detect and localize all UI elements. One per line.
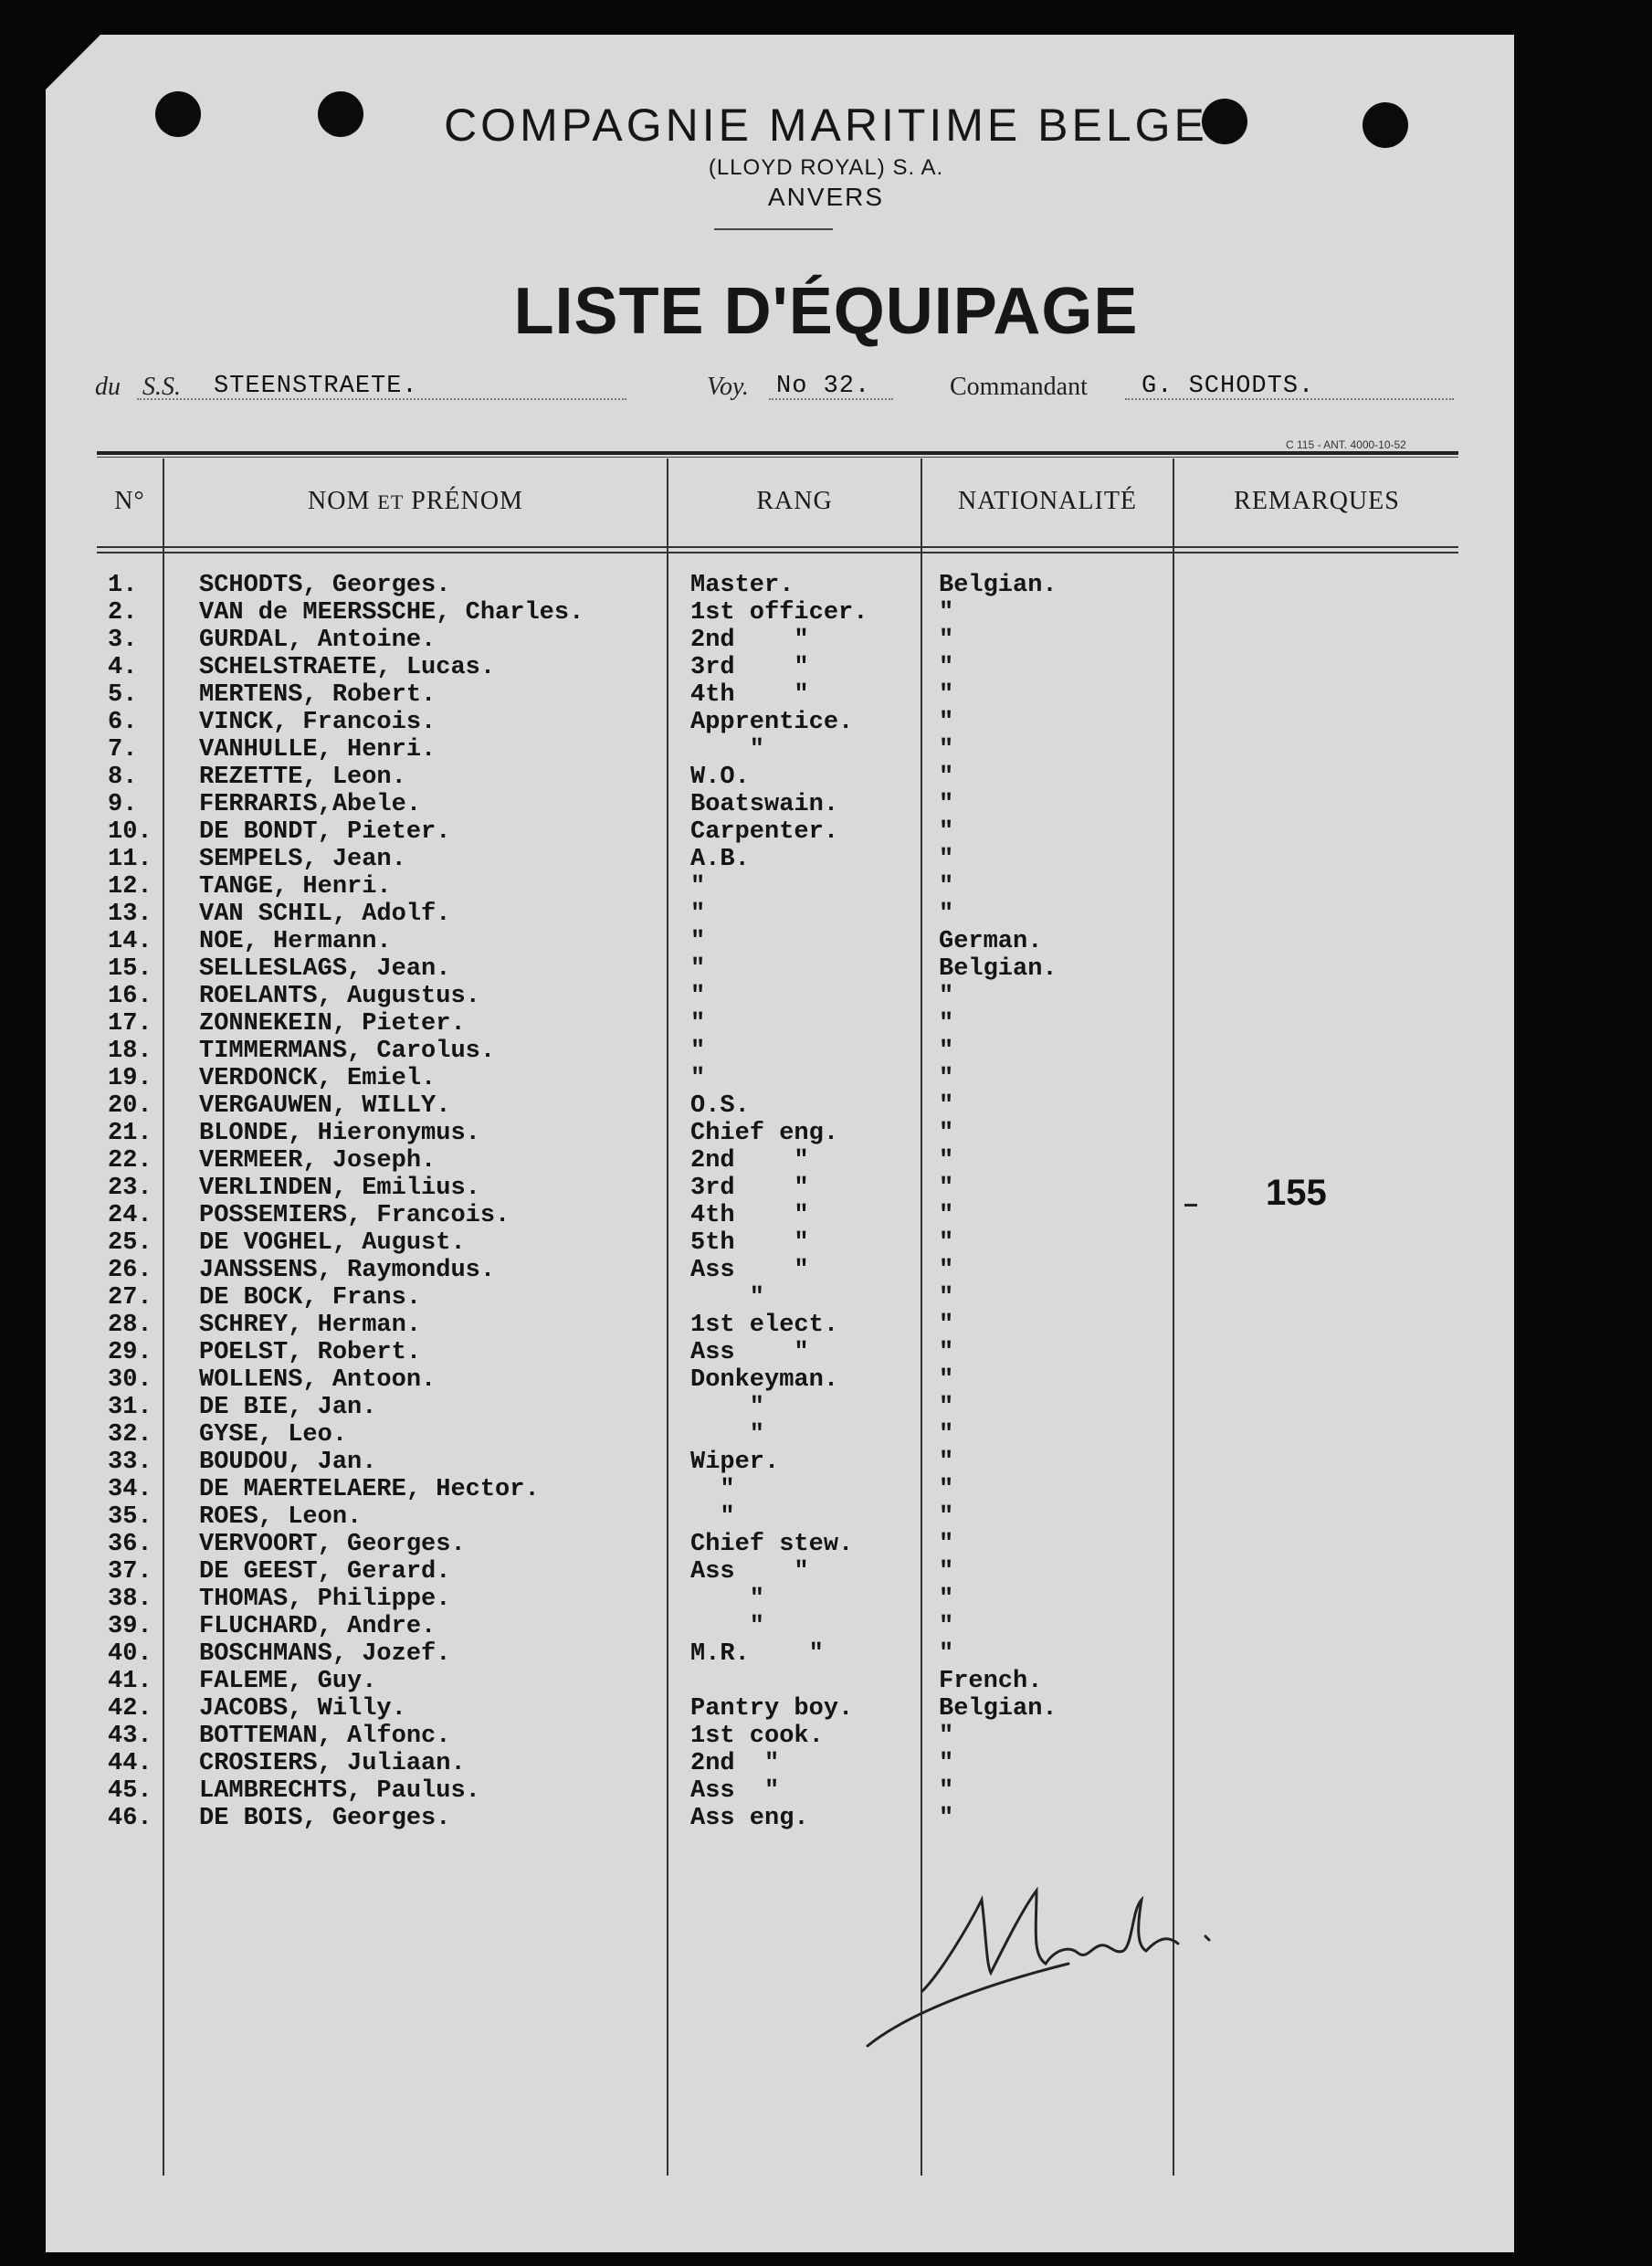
crew-nationality: " xyxy=(939,1586,954,1613)
crew-rank: 4th " xyxy=(690,681,809,709)
crew-name: BOUDOU, Jan. xyxy=(199,1449,377,1476)
crew-name: VERDONCK, Emiel. xyxy=(199,1065,437,1092)
crew-name: VANHULLE, Henri. xyxy=(199,736,437,764)
crew-nationality: " xyxy=(939,681,954,709)
table-row xyxy=(0,873,1652,901)
company-city: ANVERS xyxy=(767,183,885,211)
crew-rank: " xyxy=(690,928,706,955)
crew-name: DE BIE, Jan. xyxy=(199,1394,377,1421)
crew-nationality: " xyxy=(939,1175,954,1202)
crew-nationality: " xyxy=(939,1723,954,1750)
table-row xyxy=(0,1038,1652,1065)
crew-nationality: " xyxy=(939,1613,954,1640)
table-header-rule xyxy=(97,546,1458,548)
crew-nationality: " xyxy=(939,1449,954,1476)
table-row xyxy=(0,1229,1652,1257)
table-row xyxy=(0,1613,1652,1640)
table-row xyxy=(0,1558,1652,1586)
signature-icon xyxy=(858,1872,1242,2055)
crew-nationality: " xyxy=(939,1120,954,1147)
crew-number: 7. xyxy=(108,736,138,764)
table-row xyxy=(0,1531,1652,1558)
crew-name: FERRARIS,Abele. xyxy=(199,791,422,818)
crew-number: 39. xyxy=(108,1613,153,1640)
commandant-name: G. SCHODTS. xyxy=(1142,373,1315,400)
crew-name: FALEME, Guy. xyxy=(199,1668,377,1695)
crew-rank: " xyxy=(690,1421,765,1449)
crew-rank: " xyxy=(690,983,706,1010)
document-title: LISTE D'ÉQUIPAGE xyxy=(513,275,1139,348)
table-row xyxy=(0,818,1652,846)
folded-corner xyxy=(46,35,100,90)
table-row xyxy=(0,1750,1652,1777)
crew-nationality: " xyxy=(939,1092,954,1120)
crew-nationality: " xyxy=(939,1777,954,1805)
crew-name: WOLLENS, Antoon. xyxy=(199,1366,437,1394)
crew-rank: Carpenter. xyxy=(690,818,839,846)
crew-rank: Donkeyman. xyxy=(690,1366,839,1394)
table-row xyxy=(0,1805,1652,1832)
table-row xyxy=(0,1723,1652,1750)
column-header-name xyxy=(164,487,667,516)
company-name: COMPAGNIE MARITIME BELGE xyxy=(444,100,1208,151)
crew-name: DE BOCK, Frans. xyxy=(199,1284,422,1312)
voy-label: Voy. xyxy=(707,373,749,401)
crew-nationality: " xyxy=(939,1147,954,1175)
table-row xyxy=(0,1065,1652,1092)
table-row xyxy=(0,1284,1652,1312)
crew-rank: " xyxy=(690,1394,765,1421)
table-row xyxy=(0,1503,1652,1531)
crew-number: 42. xyxy=(108,1695,153,1723)
crew-name: VERLINDEN, Emilius. xyxy=(199,1175,480,1202)
crew-name: VINCK, Francois. xyxy=(199,709,437,736)
crew-number: 3. xyxy=(108,627,138,654)
crew-nationality: " xyxy=(939,764,954,791)
company-subtitle: (LLOYD ROYAL) S. A. xyxy=(708,155,944,180)
table-top-rule xyxy=(97,451,1458,455)
column-header-rank: RANG xyxy=(756,487,833,515)
crew-nationality: " xyxy=(939,599,954,627)
crew-name: VERVOORT, Georges. xyxy=(199,1531,466,1558)
table-header-rule-2 xyxy=(97,552,1458,553)
crew-number: 13. xyxy=(108,901,153,928)
crew-number: 44. xyxy=(108,1750,153,1777)
crew-rank: 2nd " xyxy=(690,627,809,654)
column-header-et: ET xyxy=(377,490,405,513)
crew-number: 26. xyxy=(108,1257,153,1284)
table-row xyxy=(0,1120,1652,1147)
crew-nationality: " xyxy=(939,791,954,818)
table-row xyxy=(0,764,1652,791)
crew-nationality: " xyxy=(939,654,954,681)
crew-number: 14. xyxy=(108,928,153,955)
table-row xyxy=(0,1777,1652,1805)
crew-rank: A.B. xyxy=(690,846,750,873)
crew-rank: " xyxy=(690,1476,735,1503)
crew-number: 37. xyxy=(108,1558,153,1586)
crew-name: TIMMERMANS, Carolus. xyxy=(199,1038,496,1065)
crew-nationality: " xyxy=(939,818,954,846)
crew-nationality: " xyxy=(939,1750,954,1777)
table-row xyxy=(0,709,1652,736)
crew-rank: Wiper. xyxy=(690,1449,780,1476)
crew-nationality: " xyxy=(939,1476,954,1503)
table-row xyxy=(0,627,1652,654)
table-row xyxy=(0,1202,1652,1229)
crew-rank: Apprentice. xyxy=(690,709,854,736)
table-row xyxy=(0,572,1652,599)
crew-name: VAN de MEERSSCHE, Charles. xyxy=(199,599,584,627)
crew-number: 18. xyxy=(108,1038,153,1065)
crew-name: GYSE, Leo. xyxy=(199,1421,348,1449)
crew-rank: " xyxy=(690,873,706,901)
ss-label: S.S. xyxy=(142,373,181,401)
crew-nationality: " xyxy=(939,1805,954,1832)
table-row xyxy=(0,1394,1652,1421)
header-divider xyxy=(714,228,833,230)
crew-nationality: " xyxy=(939,1394,954,1421)
crew-name: SEMPELS, Jean. xyxy=(199,846,406,873)
crew-name: DE GEEST, Gerard. xyxy=(199,1558,451,1586)
crew-rank: 5th " xyxy=(690,1229,809,1257)
crew-nationality: German. xyxy=(939,928,1043,955)
crew-name: DE VOGHEL, August. xyxy=(199,1229,466,1257)
table-row xyxy=(0,1668,1652,1695)
crew-rank: Ass " xyxy=(690,1257,809,1284)
crew-name: GURDAL, Antoine. xyxy=(199,627,437,654)
crew-nationality: " xyxy=(939,1257,954,1284)
column-header-no: N° xyxy=(114,487,145,515)
crew-nationality: " xyxy=(939,709,954,736)
remark-dash xyxy=(1184,1204,1197,1207)
crew-rank: 2nd " xyxy=(690,1147,809,1175)
table-row xyxy=(0,901,1652,928)
crew-name: CROSIERS, Juliaan. xyxy=(199,1750,466,1777)
column-header-remarks: REMARQUES xyxy=(1234,487,1400,515)
crew-name: POSSEMIERS, Francois. xyxy=(199,1202,510,1229)
crew-name: VERGAUWEN, WILLY. xyxy=(199,1092,451,1120)
crew-nationality: " xyxy=(939,1339,954,1366)
crew-number: 12. xyxy=(108,873,153,901)
crew-nationality: " xyxy=(939,1421,954,1449)
crew-rank: " xyxy=(690,736,765,764)
crew-number: 45. xyxy=(108,1777,153,1805)
crew-nationality: " xyxy=(939,1558,954,1586)
crew-number: 30. xyxy=(108,1366,153,1394)
crew-nationality: Belgian. xyxy=(939,955,1057,983)
table-row xyxy=(0,791,1652,818)
table-row xyxy=(0,1421,1652,1449)
crew-nationality: " xyxy=(939,1229,954,1257)
table-row xyxy=(0,654,1652,681)
crew-number: 17. xyxy=(108,1010,153,1038)
crew-rank: 1st cook. xyxy=(690,1723,824,1750)
remark-value: 155 xyxy=(1266,1173,1327,1213)
crew-number: 5. xyxy=(108,681,138,709)
crew-number: 4. xyxy=(108,654,138,681)
crew-rank: " xyxy=(690,1503,735,1531)
crew-number: 6. xyxy=(108,709,138,736)
crew-rank: 2nd " xyxy=(690,1750,780,1777)
crew-name: POELST, Robert. xyxy=(199,1339,422,1366)
crew-number: 43. xyxy=(108,1723,153,1750)
crew-rank: Ass eng. xyxy=(690,1805,809,1832)
crew-number: 38. xyxy=(108,1586,153,1613)
crew-nationality: French. xyxy=(939,1668,1043,1695)
column-header-prenom: PRÉNOM xyxy=(411,487,523,515)
crew-rank: " xyxy=(690,1586,765,1613)
table-row xyxy=(0,1257,1652,1284)
crew-number: 29. xyxy=(108,1339,153,1366)
crew-number: 16. xyxy=(108,983,153,1010)
crew-nationality: Belgian. xyxy=(939,572,1057,599)
crew-name: JACOBS, Willy. xyxy=(199,1695,406,1723)
crew-name: DE BOIS, Georges. xyxy=(199,1805,451,1832)
table-row xyxy=(0,736,1652,764)
crew-name: MERTENS, Robert. xyxy=(199,681,437,709)
crew-nationality: " xyxy=(939,1284,954,1312)
column-header-nationality: NATIONALITÉ xyxy=(957,487,1138,515)
crew-nationality: Belgian. xyxy=(939,1695,1057,1723)
crew-rank: Chief stew. xyxy=(690,1531,854,1558)
crew-name: ZONNEKEIN, Pieter. xyxy=(199,1010,466,1038)
crew-rank: " xyxy=(690,955,706,983)
table-row xyxy=(0,1092,1652,1120)
crew-number: 24. xyxy=(108,1202,153,1229)
ship-name: STEENSTRAETE. xyxy=(214,373,418,400)
crew-rank: " xyxy=(690,901,706,928)
table-row xyxy=(0,846,1652,873)
crew-nationality: " xyxy=(939,1640,954,1668)
crew-number: 36. xyxy=(108,1531,153,1558)
crew-name: SCHREY, Herman. xyxy=(199,1312,422,1339)
crew-name: SCHELSTRAETE, Lucas. xyxy=(199,654,496,681)
crew-nationality: " xyxy=(939,983,954,1010)
crew-name: BOSCHMANS, Jozef. xyxy=(199,1640,451,1668)
crew-name: SCHODTS, Georges. xyxy=(199,572,451,599)
table-row xyxy=(0,1339,1652,1366)
crew-name: BLONDE, Hieronymus. xyxy=(199,1120,480,1147)
crew-number: 9. xyxy=(108,791,138,818)
table-row xyxy=(0,1449,1652,1476)
table-row xyxy=(0,1312,1652,1339)
crew-nationality: " xyxy=(939,1038,954,1065)
crew-number: 1. xyxy=(108,572,138,599)
crew-number: 15. xyxy=(108,955,153,983)
crew-rank: Ass " xyxy=(690,1339,809,1366)
crew-nationality: " xyxy=(939,1202,954,1229)
crew-name: FLUCHARD, Andre. xyxy=(199,1613,437,1640)
crew-rank: 1st officer. xyxy=(690,599,868,627)
crew-number: 8. xyxy=(108,764,138,791)
table-row xyxy=(0,928,1652,955)
table-row xyxy=(0,599,1652,627)
table-row xyxy=(0,1586,1652,1613)
crew-number: 40. xyxy=(108,1640,153,1668)
crew-nationality: " xyxy=(939,627,954,654)
crew-number: 34. xyxy=(108,1476,153,1503)
commandant-label: Commandant xyxy=(950,373,1088,401)
column-header-nom: NOM xyxy=(308,487,371,515)
crew-name: BOTTEMAN, Alfonc. xyxy=(199,1723,451,1750)
crew-rank: Pantry boy. xyxy=(690,1695,854,1723)
table-row xyxy=(0,983,1652,1010)
crew-nationality: " xyxy=(939,1366,954,1394)
crew-name: JANSSENS, Raymondus. xyxy=(199,1257,496,1284)
du-label: du xyxy=(95,373,121,401)
crew-number: 23. xyxy=(108,1175,153,1202)
crew-nationality: " xyxy=(939,1312,954,1339)
crew-name: DE BONDT, Pieter. xyxy=(199,818,451,846)
crew-rank: Ass " xyxy=(690,1558,809,1586)
crew-number: 22. xyxy=(108,1147,153,1175)
crew-name: DE MAERTELAERE, Hector. xyxy=(199,1476,540,1503)
crew-rank: Master. xyxy=(690,572,794,599)
table-top-rule-thin xyxy=(97,457,1458,458)
crew-number: 2. xyxy=(108,599,138,627)
crew-number: 10. xyxy=(108,818,153,846)
table-row xyxy=(0,1366,1652,1394)
crew-rank: M.R. " xyxy=(690,1640,824,1668)
crew-number: 11. xyxy=(108,846,153,873)
crew-nationality: " xyxy=(939,736,954,764)
crew-rank: 1st elect. xyxy=(690,1312,839,1339)
crew-rank: 3rd " xyxy=(690,1175,809,1202)
crew-name: SELLESLAGS, Jean. xyxy=(199,955,451,983)
crew-number: 25. xyxy=(108,1229,153,1257)
crew-number: 27. xyxy=(108,1284,153,1312)
form-number: C 115 - ANT. 4000-10-52 xyxy=(1286,438,1406,451)
crew-name: ROELANTS, Augustus. xyxy=(199,983,480,1010)
crew-nationality: " xyxy=(939,901,954,928)
commandant-dotted-line xyxy=(1125,398,1454,400)
crew-number: 46. xyxy=(108,1805,153,1832)
table-row xyxy=(0,681,1652,709)
crew-name: VERMEER, Joseph. xyxy=(199,1147,437,1175)
crew-number: 31. xyxy=(108,1394,153,1421)
voyage-dotted-line xyxy=(769,398,893,400)
crew-rank: " xyxy=(690,1284,765,1312)
crew-number: 21. xyxy=(108,1120,153,1147)
crew-nationality: " xyxy=(939,1531,954,1558)
crew-rank: " xyxy=(690,1613,765,1640)
crew-name: REZETTE, Leon. xyxy=(199,764,406,791)
crew-nationality: " xyxy=(939,1503,954,1531)
crew-nationality: " xyxy=(939,846,954,873)
crew-rank: " xyxy=(690,1010,706,1038)
crew-rank: O.S. xyxy=(690,1092,750,1120)
table-row xyxy=(0,1640,1652,1668)
table-row xyxy=(0,1175,1652,1202)
crew-rank: Chief eng. xyxy=(690,1120,839,1147)
table-row xyxy=(0,1010,1652,1038)
crew-name: TANGE, Henri. xyxy=(199,873,392,901)
voyage-number: No 32. xyxy=(776,373,871,400)
table-row xyxy=(0,1695,1652,1723)
crew-rank: W.O. xyxy=(690,764,750,791)
crew-name: ROES, Leon. xyxy=(199,1503,363,1531)
crew-number: 35. xyxy=(108,1503,153,1531)
crew-rank: " xyxy=(690,1038,706,1065)
crew-name: THOMAS, Philippe. xyxy=(199,1586,451,1613)
crew-number: 32. xyxy=(108,1421,153,1449)
crew-number: 19. xyxy=(108,1065,153,1092)
crew-rank: " xyxy=(690,1065,706,1092)
ship-dotted-line xyxy=(137,398,626,400)
crew-number: 20. xyxy=(108,1092,153,1120)
crew-rank: Boatswain. xyxy=(690,791,839,818)
crew-rank: Ass " xyxy=(690,1777,780,1805)
crew-nationality: " xyxy=(939,1065,954,1092)
crew-name: NOE, Hermann. xyxy=(199,928,392,955)
crew-nationality: " xyxy=(939,1010,954,1038)
crew-nationality: " xyxy=(939,873,954,901)
crew-number: 33. xyxy=(108,1449,153,1476)
crew-rank: 4th " xyxy=(690,1202,809,1229)
table-row xyxy=(0,1147,1652,1175)
crew-name: VAN SCHIL, Adolf. xyxy=(199,901,451,928)
crew-name: LAMBRECHTS, Paulus. xyxy=(199,1777,480,1805)
crew-number: 28. xyxy=(108,1312,153,1339)
table-row xyxy=(0,1476,1652,1503)
table-row xyxy=(0,955,1652,983)
crew-number: 41. xyxy=(108,1668,153,1695)
crew-rank: 3rd " xyxy=(690,654,809,681)
